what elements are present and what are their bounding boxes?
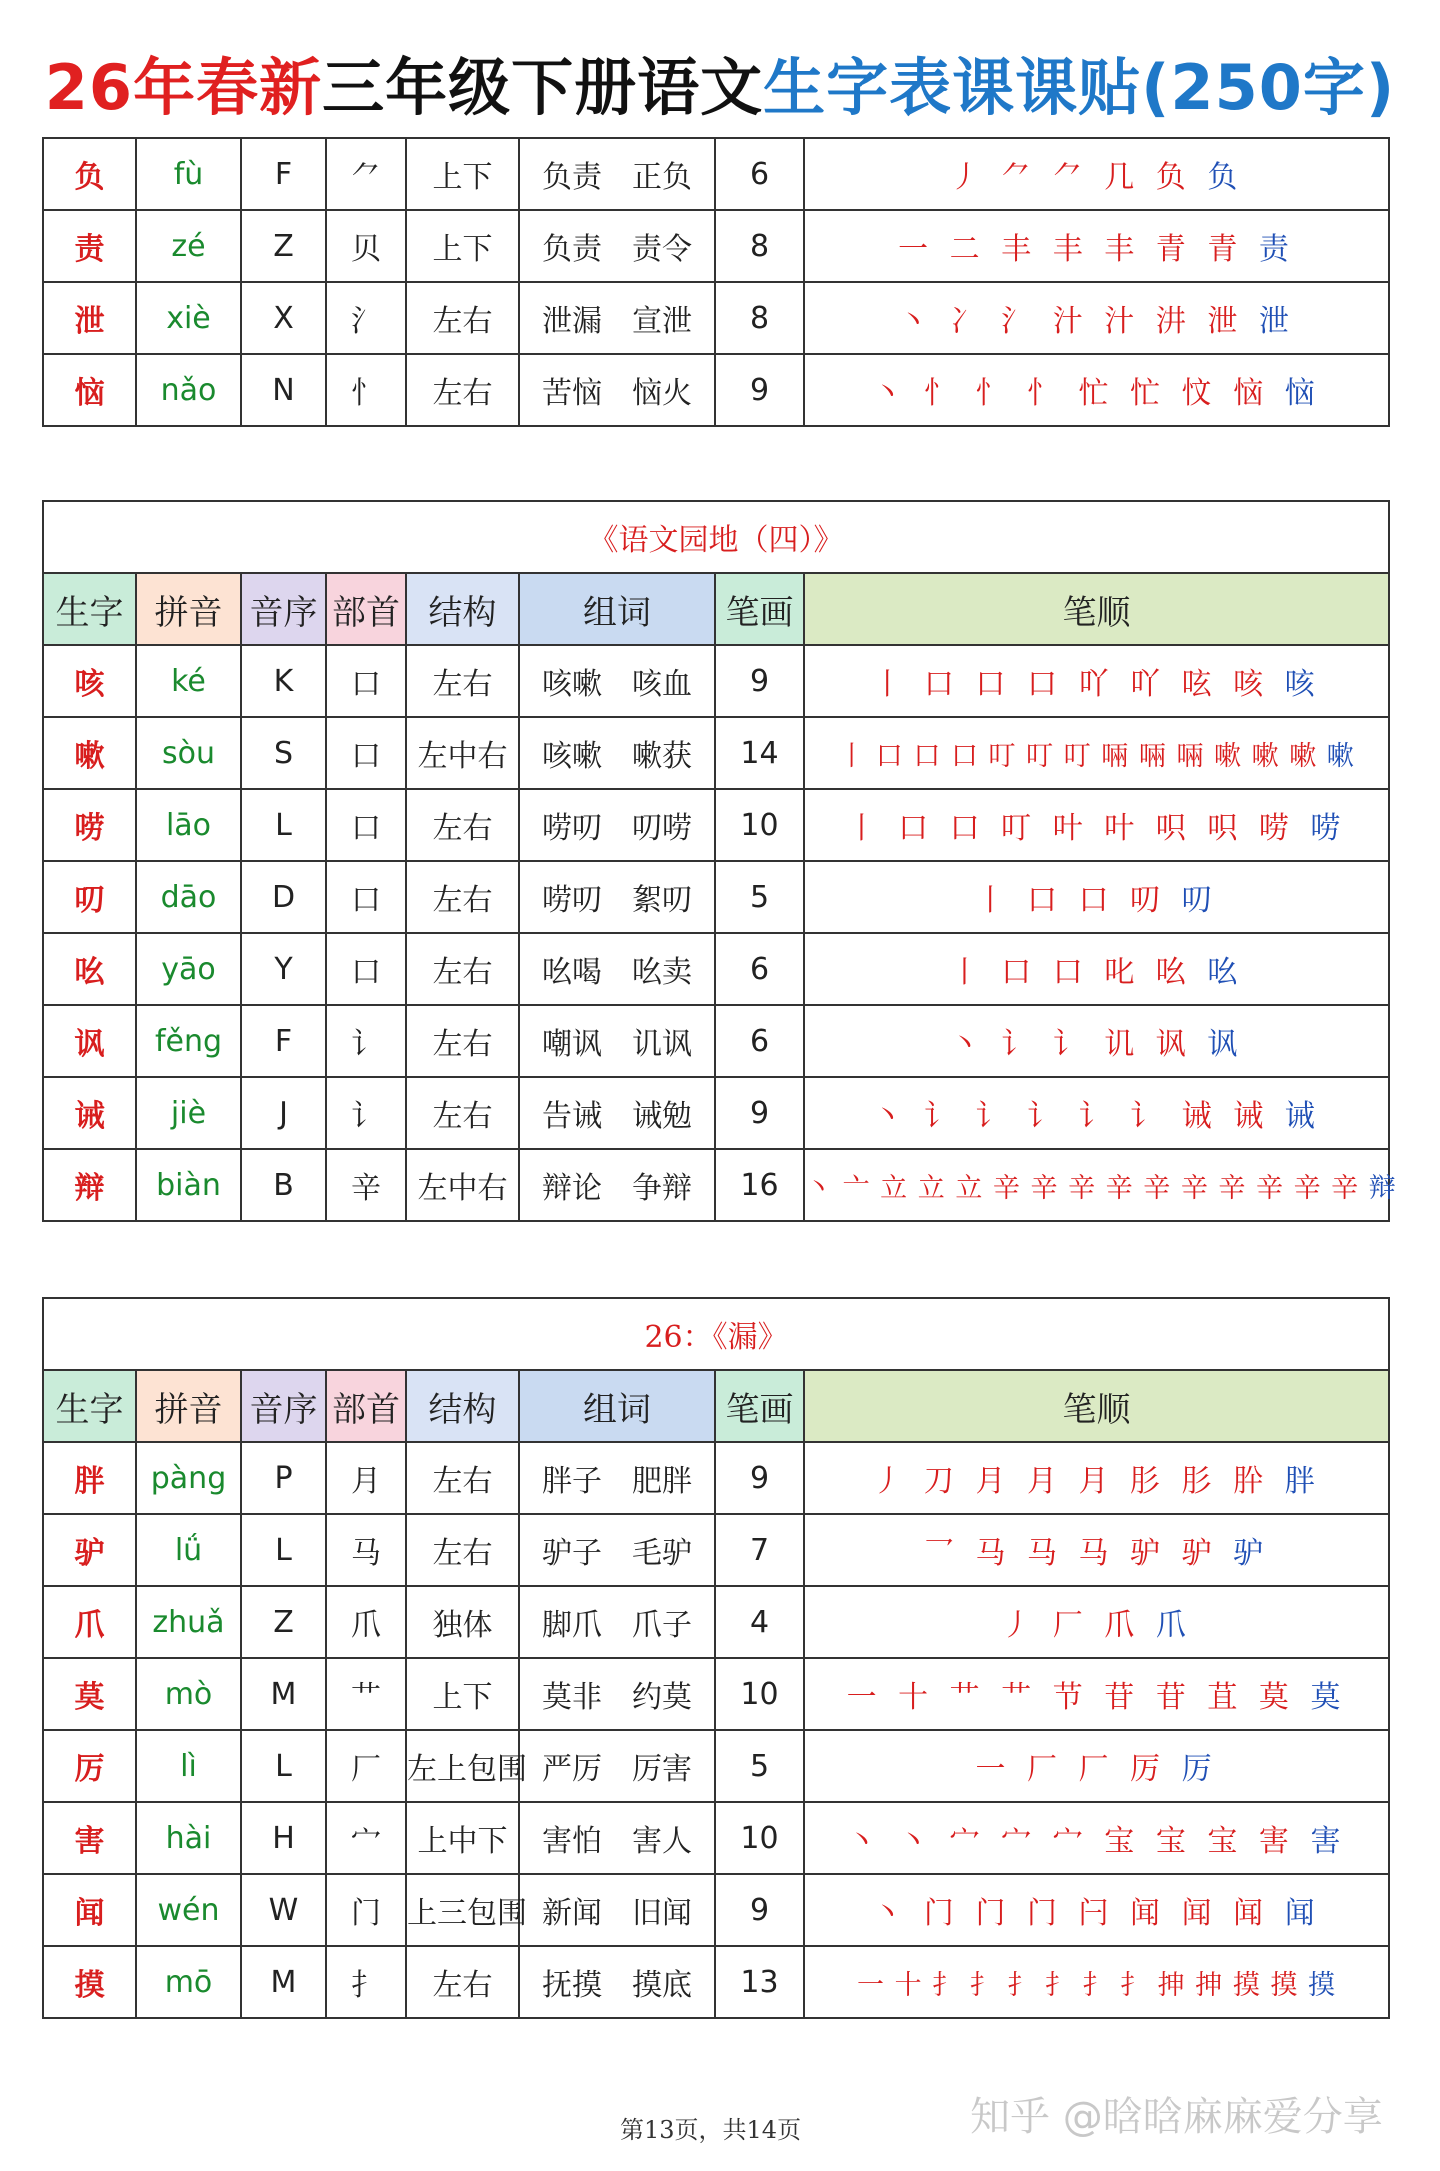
word-2: 害人	[632, 1824, 692, 1859]
word-2: 争辩	[632, 1171, 692, 1206]
stroke-sequence: 乛 马 马 马 驴 驴	[923, 1536, 1218, 1571]
stroke-order-cell	[804, 1586, 1389, 1658]
index-cell: L	[241, 1730, 326, 1802]
word-2: 毛驴	[632, 1536, 692, 1571]
stroke-sequence: 丶 忄 忄 忄 忙 忙 忟 恼	[872, 376, 1270, 411]
radical-cell: 口	[326, 861, 406, 933]
structure-cell: 上中下	[406, 1802, 519, 1874]
lesson-title: 《语文园地（四）》	[43, 501, 1389, 573]
stroke-sequence: 丨 口 口 口 叮 叮 叮 啢 啢 啢 嗽 嗽 嗽	[838, 740, 1318, 772]
table-row	[43, 789, 1389, 861]
char-cell: 爪	[43, 1586, 136, 1658]
stroke-count-cell: 9	[715, 1077, 804, 1149]
words-cell	[519, 645, 715, 717]
stroke-order-cell	[804, 1658, 1389, 1730]
structure-cell: 左上包围	[406, 1730, 519, 1802]
word-1: 唠叨	[542, 811, 602, 846]
char-cell: 害	[43, 1802, 136, 1874]
stroke-order-cell	[804, 1442, 1389, 1514]
pinyin-cell: hài	[136, 1802, 241, 1874]
word-2: 爪子	[632, 1608, 692, 1643]
pinyin-cell: ké	[136, 645, 241, 717]
stroke-final-char: 泄	[1258, 304, 1295, 339]
word-1: 害怕	[542, 1824, 602, 1859]
structure-cell: 左中右	[406, 1149, 519, 1221]
stroke-final-char: 厉	[1181, 1752, 1218, 1787]
radical-cell: 爪	[326, 1586, 406, 1658]
structure-cell: 独体	[406, 1586, 519, 1658]
words-cell	[519, 138, 715, 210]
stroke-order-cell	[804, 1802, 1389, 1874]
words-cell	[519, 861, 715, 933]
header-char: 生字	[43, 1370, 136, 1442]
stroke-sequence: 丶 亠 立 立 立 辛 辛 辛 辛 辛 辛 辛 辛 辛 辛	[805, 1172, 1360, 1204]
char-cell: 唠	[43, 789, 136, 861]
radical-cell: 口	[326, 645, 406, 717]
stroke-sequence: 丨 口 口 叨	[975, 883, 1167, 918]
word-1: 泄漏	[542, 304, 602, 339]
words-cell	[519, 1874, 715, 1946]
word-2: 旧闻	[632, 1896, 692, 1931]
stroke-order-cell	[804, 933, 1389, 1005]
table-header-row	[43, 573, 1389, 645]
structure-cell: 左右	[406, 933, 519, 1005]
stroke-order-cell	[804, 354, 1389, 426]
title-part-black: 三年级下册语文	[322, 51, 764, 124]
words-cell	[519, 1586, 715, 1658]
table-row	[43, 282, 1389, 354]
header-stroke-order: 笔顺	[804, 573, 1389, 645]
index-cell: K	[241, 645, 326, 717]
words-cell	[519, 282, 715, 354]
title-part-red: 26年春新	[44, 51, 323, 124]
index-cell: D	[241, 861, 326, 933]
structure-cell: 左右	[406, 1946, 519, 2018]
stroke-order-cell	[804, 717, 1389, 789]
words-cell	[519, 1658, 715, 1730]
stroke-sequence: 一 十 扌 扌 扌 扌 扌 扌 抻 抻 摸 摸	[857, 1969, 1299, 2001]
pinyin-cell: biàn	[136, 1149, 241, 1221]
radical-cell: 口	[326, 933, 406, 1005]
stroke-count-cell: 6	[715, 1005, 804, 1077]
structure-cell: 左右	[406, 1442, 519, 1514]
stroke-final-char: 咳	[1284, 667, 1321, 702]
index-cell: P	[241, 1442, 326, 1514]
table-header-row	[43, 1370, 1389, 1442]
words-cell	[519, 1514, 715, 1586]
char-cell: 负	[43, 138, 136, 210]
stroke-order-cell	[804, 789, 1389, 861]
index-cell: F	[241, 138, 326, 210]
index-cell: J	[241, 1077, 326, 1149]
table-row	[43, 645, 1389, 717]
word-1: 告诫	[542, 1099, 602, 1134]
stroke-order-cell	[804, 282, 1389, 354]
radical-cell: 贝	[326, 210, 406, 282]
index-cell: S	[241, 717, 326, 789]
stroke-sequence: 丨 口 口 口 吖 吖 呟 咳	[872, 667, 1270, 702]
table-row	[43, 717, 1389, 789]
word-1: 咳嗽	[542, 667, 602, 702]
stroke-final-char: 胖	[1284, 1464, 1321, 1499]
stroke-count-cell: 8	[715, 282, 804, 354]
pinyin-cell: lǘ	[136, 1514, 241, 1586]
radical-cell: 厂	[326, 1730, 406, 1802]
stroke-final-char: 莫	[1310, 1680, 1347, 1715]
word-2: 正负	[632, 160, 692, 195]
table-row	[43, 861, 1389, 933]
stroke-sequence: 丿 ⺈ ⺈ 几 负	[949, 160, 1192, 195]
stroke-final-char: 闻	[1284, 1896, 1321, 1931]
stroke-count-cell: 14	[715, 717, 804, 789]
table-row	[43, 138, 1389, 210]
word-2: 厉害	[632, 1752, 692, 1787]
pinyin-cell: lì	[136, 1730, 241, 1802]
header-index: 音序	[241, 1370, 326, 1442]
stroke-order-cell	[804, 645, 1389, 717]
stroke-final-char: 责	[1258, 232, 1295, 267]
word-2: 絮叨	[632, 883, 692, 918]
stroke-count-cell: 6	[715, 933, 804, 1005]
stroke-final-char: 吆	[1207, 955, 1244, 990]
words-cell	[519, 789, 715, 861]
table-row	[43, 1586, 1389, 1658]
radical-cell: 扌	[326, 1946, 406, 2018]
table-row	[43, 1005, 1389, 1077]
table-row	[43, 354, 1389, 426]
pinyin-cell: wén	[136, 1874, 241, 1946]
stroke-final-char: 讽	[1207, 1027, 1244, 1062]
stroke-count-cell: 6	[715, 138, 804, 210]
stroke-final-char: 摸	[1308, 1969, 1337, 2001]
structure-cell: 左右	[406, 1077, 519, 1149]
stroke-final-char: 恼	[1284, 376, 1321, 411]
table-row	[43, 210, 1389, 282]
char-cell: 胖	[43, 1442, 136, 1514]
word-1: 苦恼	[542, 376, 602, 411]
word-2: 吆卖	[632, 955, 692, 990]
stroke-count-cell: 9	[715, 1874, 804, 1946]
char-cell: 嗽	[43, 717, 136, 789]
word-2: 嗽获	[632, 739, 692, 774]
index-cell: F	[241, 1005, 326, 1077]
char-cell: 叨	[43, 861, 136, 933]
word-2: 咳血	[632, 667, 692, 702]
radical-cell: 忄	[326, 354, 406, 426]
stroke-count-cell: 7	[715, 1514, 804, 1586]
stroke-order-cell	[804, 1005, 1389, 1077]
structure-cell: 左中右	[406, 717, 519, 789]
word-1: 驴子	[542, 1536, 602, 1571]
words-cell	[519, 1005, 715, 1077]
structure-cell: 左右	[406, 282, 519, 354]
stroke-count-cell: 5	[715, 1730, 804, 1802]
pinyin-cell: mō	[136, 1946, 241, 2018]
header-words: 组词	[519, 573, 715, 645]
title-part-blue: 生字表课课贴(250字)	[763, 51, 1396, 124]
pinyin-cell: zé	[136, 210, 241, 282]
word-2: 诫勉	[632, 1099, 692, 1134]
pinyin-cell: yāo	[136, 933, 241, 1005]
word-2: 肥胖	[632, 1464, 692, 1499]
structure-cell: 上下	[406, 210, 519, 282]
stroke-final-char: 爪	[1155, 1608, 1192, 1643]
word-2: 约莫	[632, 1680, 692, 1715]
stroke-sequence: 丶 门 门 门 闩 闻 闻 闻	[872, 1896, 1270, 1931]
char-cell: 驴	[43, 1514, 136, 1586]
pinyin-cell: dāo	[136, 861, 241, 933]
words-cell	[519, 1077, 715, 1149]
index-cell: N	[241, 354, 326, 426]
stroke-order-cell	[804, 1874, 1389, 1946]
stroke-order-cell	[804, 210, 1389, 282]
words-cell	[519, 1946, 715, 2018]
stroke-sequence: 丨 口 口 叱 吆	[949, 955, 1192, 990]
index-cell: X	[241, 282, 326, 354]
structure-cell: 上下	[406, 138, 519, 210]
stroke-final-char: 嗽	[1326, 740, 1355, 772]
word-1: 脚爪	[542, 1608, 602, 1643]
stroke-sequence: 丿 厂 爪	[1001, 1608, 1141, 1643]
stroke-final-char: 唠	[1310, 811, 1347, 846]
radical-cell: 讠	[326, 1005, 406, 1077]
header-char: 生字	[43, 573, 136, 645]
page-title	[0, 38, 1440, 127]
radical-cell: 月	[326, 1442, 406, 1514]
word-1: 胖子	[542, 1464, 602, 1499]
stroke-sequence: 丶 讠 讠 讠 讠 讠 诫 诫	[872, 1099, 1270, 1134]
word-1: 吆喝	[542, 955, 602, 990]
stroke-order-cell	[804, 1149, 1397, 1221]
radical-cell: 马	[326, 1514, 406, 1586]
radical-cell: 讠	[326, 1077, 406, 1149]
pinyin-cell: zhuǎ	[136, 1586, 241, 1658]
stroke-sequence: 丶 冫 氵 汁 汁 汫 泄	[898, 304, 1244, 339]
table-row	[43, 1514, 1389, 1586]
header-radical: 部首	[326, 573, 406, 645]
stroke-count-cell: 9	[715, 1442, 804, 1514]
stroke-count-cell: 13	[715, 1946, 804, 2018]
header-pinyin: 拼音	[136, 573, 241, 645]
char-cell: 恼	[43, 354, 136, 426]
lesson-title: 26：《漏》	[43, 1298, 1389, 1370]
word-1: 抚摸	[542, 1968, 602, 2003]
radical-cell: 宀	[326, 1802, 406, 1874]
stroke-final-char: 负	[1207, 160, 1244, 195]
word-1: 咳嗽	[542, 739, 602, 774]
structure-cell: 左右	[406, 645, 519, 717]
table-row	[43, 1149, 1389, 1221]
stroke-count-cell: 4	[715, 1586, 804, 1658]
table-row	[43, 1802, 1389, 1874]
word-2: 宣泄	[632, 304, 692, 339]
word-2: 讥讽	[632, 1027, 692, 1062]
radical-cell: 艹	[326, 1658, 406, 1730]
word-1: 唠叨	[542, 883, 602, 918]
stroke-count-cell: 8	[715, 210, 804, 282]
words-cell	[519, 717, 715, 789]
stroke-sequence: 丨 口 口 叮 叶 叶 呮 呮 唠	[846, 811, 1295, 846]
stroke-count-cell: 10	[715, 1802, 804, 1874]
word-2: 摸底	[632, 1968, 692, 2003]
pinyin-cell: lāo	[136, 789, 241, 861]
watermark: 知乎 @晗晗麻麻爱分享	[970, 2094, 1383, 2140]
stroke-order-cell	[804, 1077, 1389, 1149]
header-radical: 部首	[326, 1370, 406, 1442]
stroke-sequence: 丿 刀 月 月 月 肜 肜 肸	[872, 1464, 1270, 1499]
words-cell	[519, 1149, 715, 1221]
stroke-order-cell	[804, 861, 1389, 933]
word-1: 负责	[542, 232, 602, 267]
char-cell: 厉	[43, 1730, 136, 1802]
table-row	[43, 1874, 1389, 1946]
char-cell: 诫	[43, 1077, 136, 1149]
header-structure: 结构	[406, 1370, 519, 1442]
stroke-count-cell: 5	[715, 861, 804, 933]
words-cell	[519, 1442, 715, 1514]
header-strokes: 笔画	[715, 1370, 804, 1442]
index-cell: W	[241, 1874, 326, 1946]
pinyin-cell: fù	[136, 138, 241, 210]
radical-cell: 辛	[326, 1149, 406, 1221]
pinyin-cell: sòu	[136, 717, 241, 789]
radical-cell: 门	[326, 1874, 406, 1946]
words-cell	[519, 210, 715, 282]
stroke-sequence: 丶 丶 宀 宀 宀 宝 宝 宝 害	[846, 1824, 1295, 1859]
stroke-order-cell	[804, 1946, 1389, 2018]
table-row	[43, 933, 1389, 1005]
pinyin-cell: xiè	[136, 282, 241, 354]
stroke-count-cell: 9	[715, 354, 804, 426]
pinyin-cell: mò	[136, 1658, 241, 1730]
index-cell: M	[241, 1946, 326, 2018]
word-2: 责令	[632, 232, 692, 267]
stroke-sequence: 一 十 艹 艹 节 苷 苷 苴 莫	[846, 1680, 1295, 1715]
structure-cell: 上下	[406, 1658, 519, 1730]
table-section-yuwen-yuandi	[42, 500, 1397, 1222]
char-cell: 咳	[43, 645, 136, 717]
stroke-count-cell: 10	[715, 1658, 804, 1730]
stroke-order-cell	[804, 138, 1389, 210]
char-cell: 闻	[43, 1874, 136, 1946]
stroke-count-cell: 10	[715, 789, 804, 861]
radical-cell: ⺈	[326, 138, 406, 210]
index-cell: M	[241, 1658, 326, 1730]
header-words: 组词	[519, 1370, 715, 1442]
radical-cell: 口	[326, 789, 406, 861]
words-cell	[519, 933, 715, 1005]
stroke-order-cell	[804, 1730, 1389, 1802]
word-1: 嘲讽	[542, 1027, 602, 1062]
stroke-final-char: 驴	[1233, 1536, 1270, 1571]
index-cell: L	[241, 789, 326, 861]
word-2: 恼火	[632, 376, 692, 411]
header-pinyin: 拼音	[136, 1370, 241, 1442]
table-row	[43, 1442, 1389, 1514]
index-cell: B	[241, 1149, 326, 1221]
structure-cell: 上三包围	[406, 1874, 519, 1946]
structure-cell: 左右	[406, 789, 519, 861]
pinyin-cell: fěng	[136, 1005, 241, 1077]
index-cell: Z	[241, 1586, 326, 1658]
stroke-sequence: 一 二 丰 丰 丰 青 青	[898, 232, 1244, 267]
index-cell: Y	[241, 933, 326, 1005]
char-cell: 责	[43, 210, 136, 282]
char-cell: 讽	[43, 1005, 136, 1077]
header-stroke-order: 笔顺	[804, 1370, 1389, 1442]
index-cell: H	[241, 1802, 326, 1874]
pinyin-cell: pàng	[136, 1442, 241, 1514]
table-row	[43, 1946, 1389, 2018]
table-section-lou	[42, 1297, 1390, 2019]
structure-cell: 左右	[406, 861, 519, 933]
structure-cell: 左右	[406, 354, 519, 426]
word-1: 新闻	[542, 1896, 602, 1931]
word-1: 辩论	[542, 1171, 602, 1206]
stroke-sequence: 丶 讠 讠 讥 讽	[949, 1027, 1192, 1062]
char-cell: 莫	[43, 1658, 136, 1730]
table-row	[43, 1077, 1389, 1149]
stroke-sequence: 一 厂 厂 厉	[975, 1752, 1167, 1787]
structure-cell: 左右	[406, 1005, 519, 1077]
header-strokes: 笔画	[715, 573, 804, 645]
char-cell: 辩	[43, 1149, 136, 1221]
radical-cell: 口	[326, 717, 406, 789]
index-cell: L	[241, 1514, 326, 1586]
table-top-continuation	[42, 137, 1390, 427]
stroke-count-cell: 9	[715, 645, 804, 717]
index-cell: Z	[241, 210, 326, 282]
header-index: 音序	[241, 573, 326, 645]
char-cell: 吆	[43, 933, 136, 1005]
word-1: 严厉	[542, 1752, 602, 1787]
table-row	[43, 1658, 1389, 1730]
stroke-order-cell	[804, 1514, 1389, 1586]
char-cell: 泄	[43, 282, 136, 354]
stroke-final-char: 害	[1310, 1824, 1347, 1859]
words-cell	[519, 354, 715, 426]
pinyin-cell: nǎo	[136, 354, 241, 426]
word-2: 叨唠	[632, 811, 692, 846]
word-1: 莫非	[542, 1680, 602, 1715]
table-row	[43, 1730, 1389, 1802]
stroke-count-cell: 16	[715, 1149, 804, 1221]
page-number: 第13页，共14页	[620, 2116, 802, 2144]
structure-cell: 左右	[406, 1514, 519, 1586]
stroke-final-char: 辩	[1368, 1172, 1397, 1204]
radical-cell: 氵	[326, 282, 406, 354]
char-cell: 摸	[43, 1946, 136, 2018]
stroke-final-char: 诫	[1284, 1099, 1321, 1134]
words-cell	[519, 1802, 715, 1874]
pinyin-cell: jiè	[136, 1077, 241, 1149]
stroke-final-char: 叨	[1181, 883, 1218, 918]
words-cell	[519, 1730, 715, 1802]
header-structure: 结构	[406, 573, 519, 645]
word-1: 负责	[542, 160, 602, 195]
